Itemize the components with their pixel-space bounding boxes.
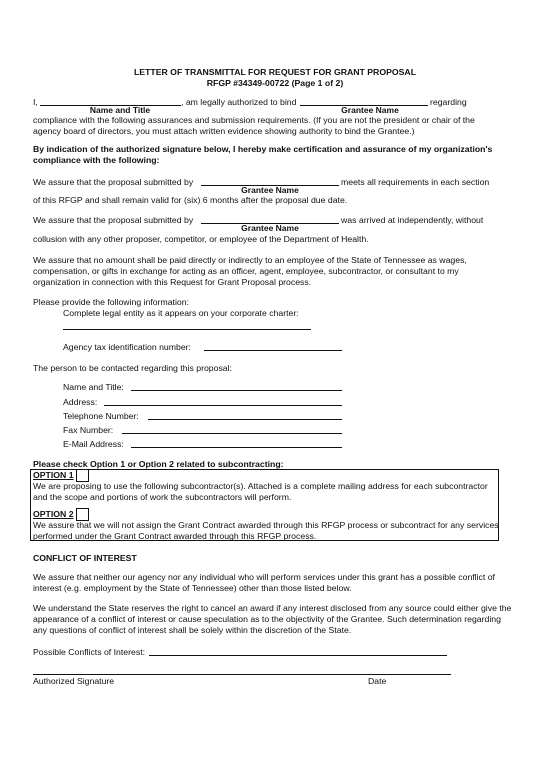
contact-fax-label: Fax Number: <box>63 425 114 435</box>
name-title-label: Name and Title <box>89 105 151 115</box>
assure1-suffix: meets all requirements in each section <box>341 177 490 187</box>
assure3-text: We assure that no amount shall be paid directly or indirectly to an employee of the State of Tennessee as wages, compensation, or gifts in exchange for acting as an officer, agent, employee, subcontractor, or consultant to my organization in connection with this Request for Grant Proposal process. <box>33 255 467 287</box>
assure1-continuation: of this RFGP and shall remain valid for (six) 6 months after the proposal due date. <box>33 195 348 205</box>
assure2-prefix: We assure that the proposal submitted by <box>33 215 194 225</box>
possible-conflicts-label: Possible Conflicts of Interest: <box>33 647 146 657</box>
tax-id-field[interactable] <box>204 350 342 351</box>
legal-entity-label: Complete legal entity as it appears on your corporate charter: <box>63 308 299 318</box>
info-heading: Please provide the following information: <box>33 297 189 307</box>
grantee-name-label: Grantee Name <box>341 105 399 115</box>
option1-text: We are proposing to use the following subcontractor(s). Attached is a complete mailing address for each subcontractor and the scope and portions of work the subcontractors will perform. <box>33 481 488 502</box>
tax-id-label: Agency tax identification number: <box>63 342 191 352</box>
intro-suffix: regarding <box>430 97 467 107</box>
option2-label: OPTION 2 <box>33 508 74 519</box>
intro-prefix: I, <box>33 97 38 107</box>
conflict-para1: We assure that neither our agency nor any individual who will perform services under this grant has a possible conflict of interest (e.g. employment by the State of Tennessee) other than those listed below. <box>33 572 495 593</box>
assure2-continuation: collusion with any other proposer, competitor, or employee of the Department of Health. <box>33 234 369 244</box>
signature-line[interactable] <box>33 674 451 675</box>
legal-entity-field[interactable] <box>63 329 311 330</box>
contact-address-field[interactable] <box>104 405 342 406</box>
contact-email-label: E-Mail Address: <box>63 439 124 449</box>
contact-email-field[interactable] <box>131 447 342 448</box>
assure1-prefix: We assure that the proposal submitted by <box>33 177 194 187</box>
contact-name-field[interactable] <box>131 390 342 391</box>
contact-address-label: Address: <box>63 397 98 407</box>
intro-mid: , am legally authorized to bind <box>181 97 297 107</box>
subcontracting-heading: Please check Option 1 or Option 2 related to subcontracting: <box>33 459 284 469</box>
intro-continuation: compliance with the following assurances and submission requirements. (If you are not the president or chair of the agency board of directors, you must attach written evidence showing authority to bind the Grantee.) <box>33 115 475 136</box>
contact-telephone-field[interactable] <box>148 419 342 420</box>
assure2-grantee-label: Grantee Name <box>241 223 299 233</box>
signature-label: Authorized Signature <box>33 676 115 686</box>
document-title: LETTER OF TRANSMITTAL FOR REQUEST FOR GRANT PROPOSAL <box>133 67 417 77</box>
document-subtitle: RFGP #34349-00722 (Page 1 of 2) <box>206 78 344 88</box>
conflict-heading: CONFLICT OF INTEREST <box>33 553 137 563</box>
certification-text: By indication of the authorized signature below, I hereby make certification and assurance of my organization's compliance with the following: <box>33 144 493 165</box>
contact-fax-field[interactable] <box>122 433 342 434</box>
option2-text: We assure that we will not assign the Grant Contract awarded through this RFGP process or subcontract for any services performed under the Grant Contract awarded through this RFGP process. <box>33 520 499 541</box>
assure1-grantee-label: Grantee Name <box>241 185 299 195</box>
contact-heading: The person to be contacted regarding this proposal: <box>33 363 232 373</box>
contact-telephone-label: Telephone Number: <box>63 411 139 421</box>
possible-conflicts-field[interactable] <box>149 655 447 656</box>
conflict-para2: We understand the State reserves the right to cancel an award if any interest disclosed from any source could either give the appearance of a conflict of interest or cause speculation as to the objectivity of the Grantee. Such determination regarding any questions of conflict of interest shall be solely within the discretion of the State. <box>33 603 512 635</box>
date-label: Date <box>368 676 387 686</box>
option1-label: OPTION 1 <box>33 469 74 480</box>
assure2-suffix: was arrived at independently, without <box>341 215 484 225</box>
contact-name-label: Name and Title: <box>63 382 124 392</box>
